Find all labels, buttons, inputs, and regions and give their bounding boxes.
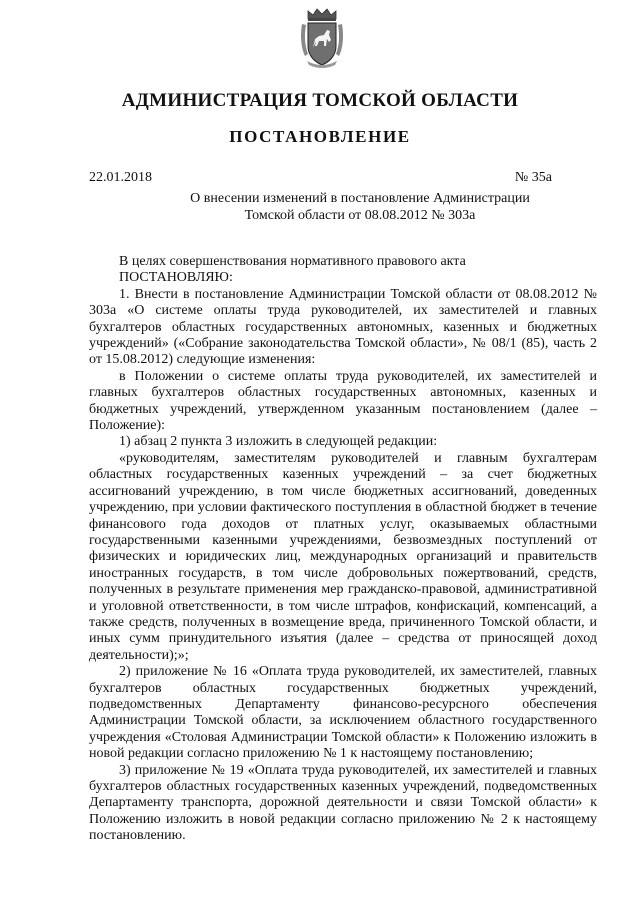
coat-of-arms-icon [299,6,345,70]
paragraph-purpose: В целях совершенствования нормативного правового акта [119,254,466,269]
document-date: 22.01.2018 [89,170,152,185]
paragraph-resolve: ПОСТАНОВЛЯЮ: [119,270,233,286]
paragraph-item-1: 1. Внести в постановление Администрации Томской области от 08.08.2012 № 303а «О системе оплаты труда руководителей, их заместителей и главных бухгалтеров областных государственных автономных, казенных и бюджетных учреждений» («Собрание законодательства Томской области», № 08/1 (85), часть 2 от 15.08.2012) следующие изменения: [89,286,597,368]
organization-title: АДМИНИСТРАЦИЯ ТОМСКОЙ ОБЛАСТИ [121,90,519,111]
document-number: № 35а [514,170,552,185]
paragraph-subitem-1: 1) абзац 2 пункта 3 изложить в следующей редакции: [119,434,438,450]
document-type: ПОСТАНОВЛЕНИЕ [229,127,411,146]
paragraph-quote: «руководителям, заместителям руководителей и главным бухгалтерам областных государственных казенных учреждений – за счет бюджетных ассигнований учреждению, в том числе бюджетных ассигнований, доведенных учреждению, при условии фактического поступления в областной бюджет в течение финансового года доходов от платных услуг, оказываемых областными государственными казенными учреждениями, безвозмездных поступлений от физических и юридических лиц, международных организаций и правительств иностранных государств, в том числе добровольных пожертвований, средств, полученных в результате применения мер гражданско-правовой, административной и уголовной ответственности, в том числе штрафов, конфискаций, компенсаций, а также средств, полученных в возмещение вреда, причиненного Томской области, и иных сумм принудительного изъятия (далее – средства от приносящей доход деятельности);»; [89,450,597,663]
paragraph-subitem-3: 3) приложение № 19 «Оплата труда руководителей, их заместителей и главных бухгалтеров областных государственных казенных учреждений, подведомственных Департаменту транспорта, дорожной деятельности и связи Томской области» к Положению изложить в новой редакции согласно приложению № 2 к настоящему постановлению. [89,762,597,844]
paragraph-regulation: в Положении о системе оплаты труда руководителей, их заместителей и главных бухгалтеров областных государственных автономных, казенных и бюджетных учреждений, утвержденном указанным постановлением (далее – Положение): [89,368,597,434]
document-subject: О внесении изменений в постановление Администрации Томской области от 08.08.2012 № 303а [190,191,530,223]
paragraph-subitem-2: 2) приложение № 16 «Оплата труда руководителей, их заместителей, главных бухгалтеров областных государственных бюджетных учреждений, подведомственных Департаменту финансово-ресурсного обеспечения Администрации Томской области, за исключением областного государственного учреждения «Столовая Администрации Томской области» к Положению изложить в новой редакции согласно приложению № 1 к настоящему постановлению; [89,664,597,762]
document-body [89,254,597,845]
